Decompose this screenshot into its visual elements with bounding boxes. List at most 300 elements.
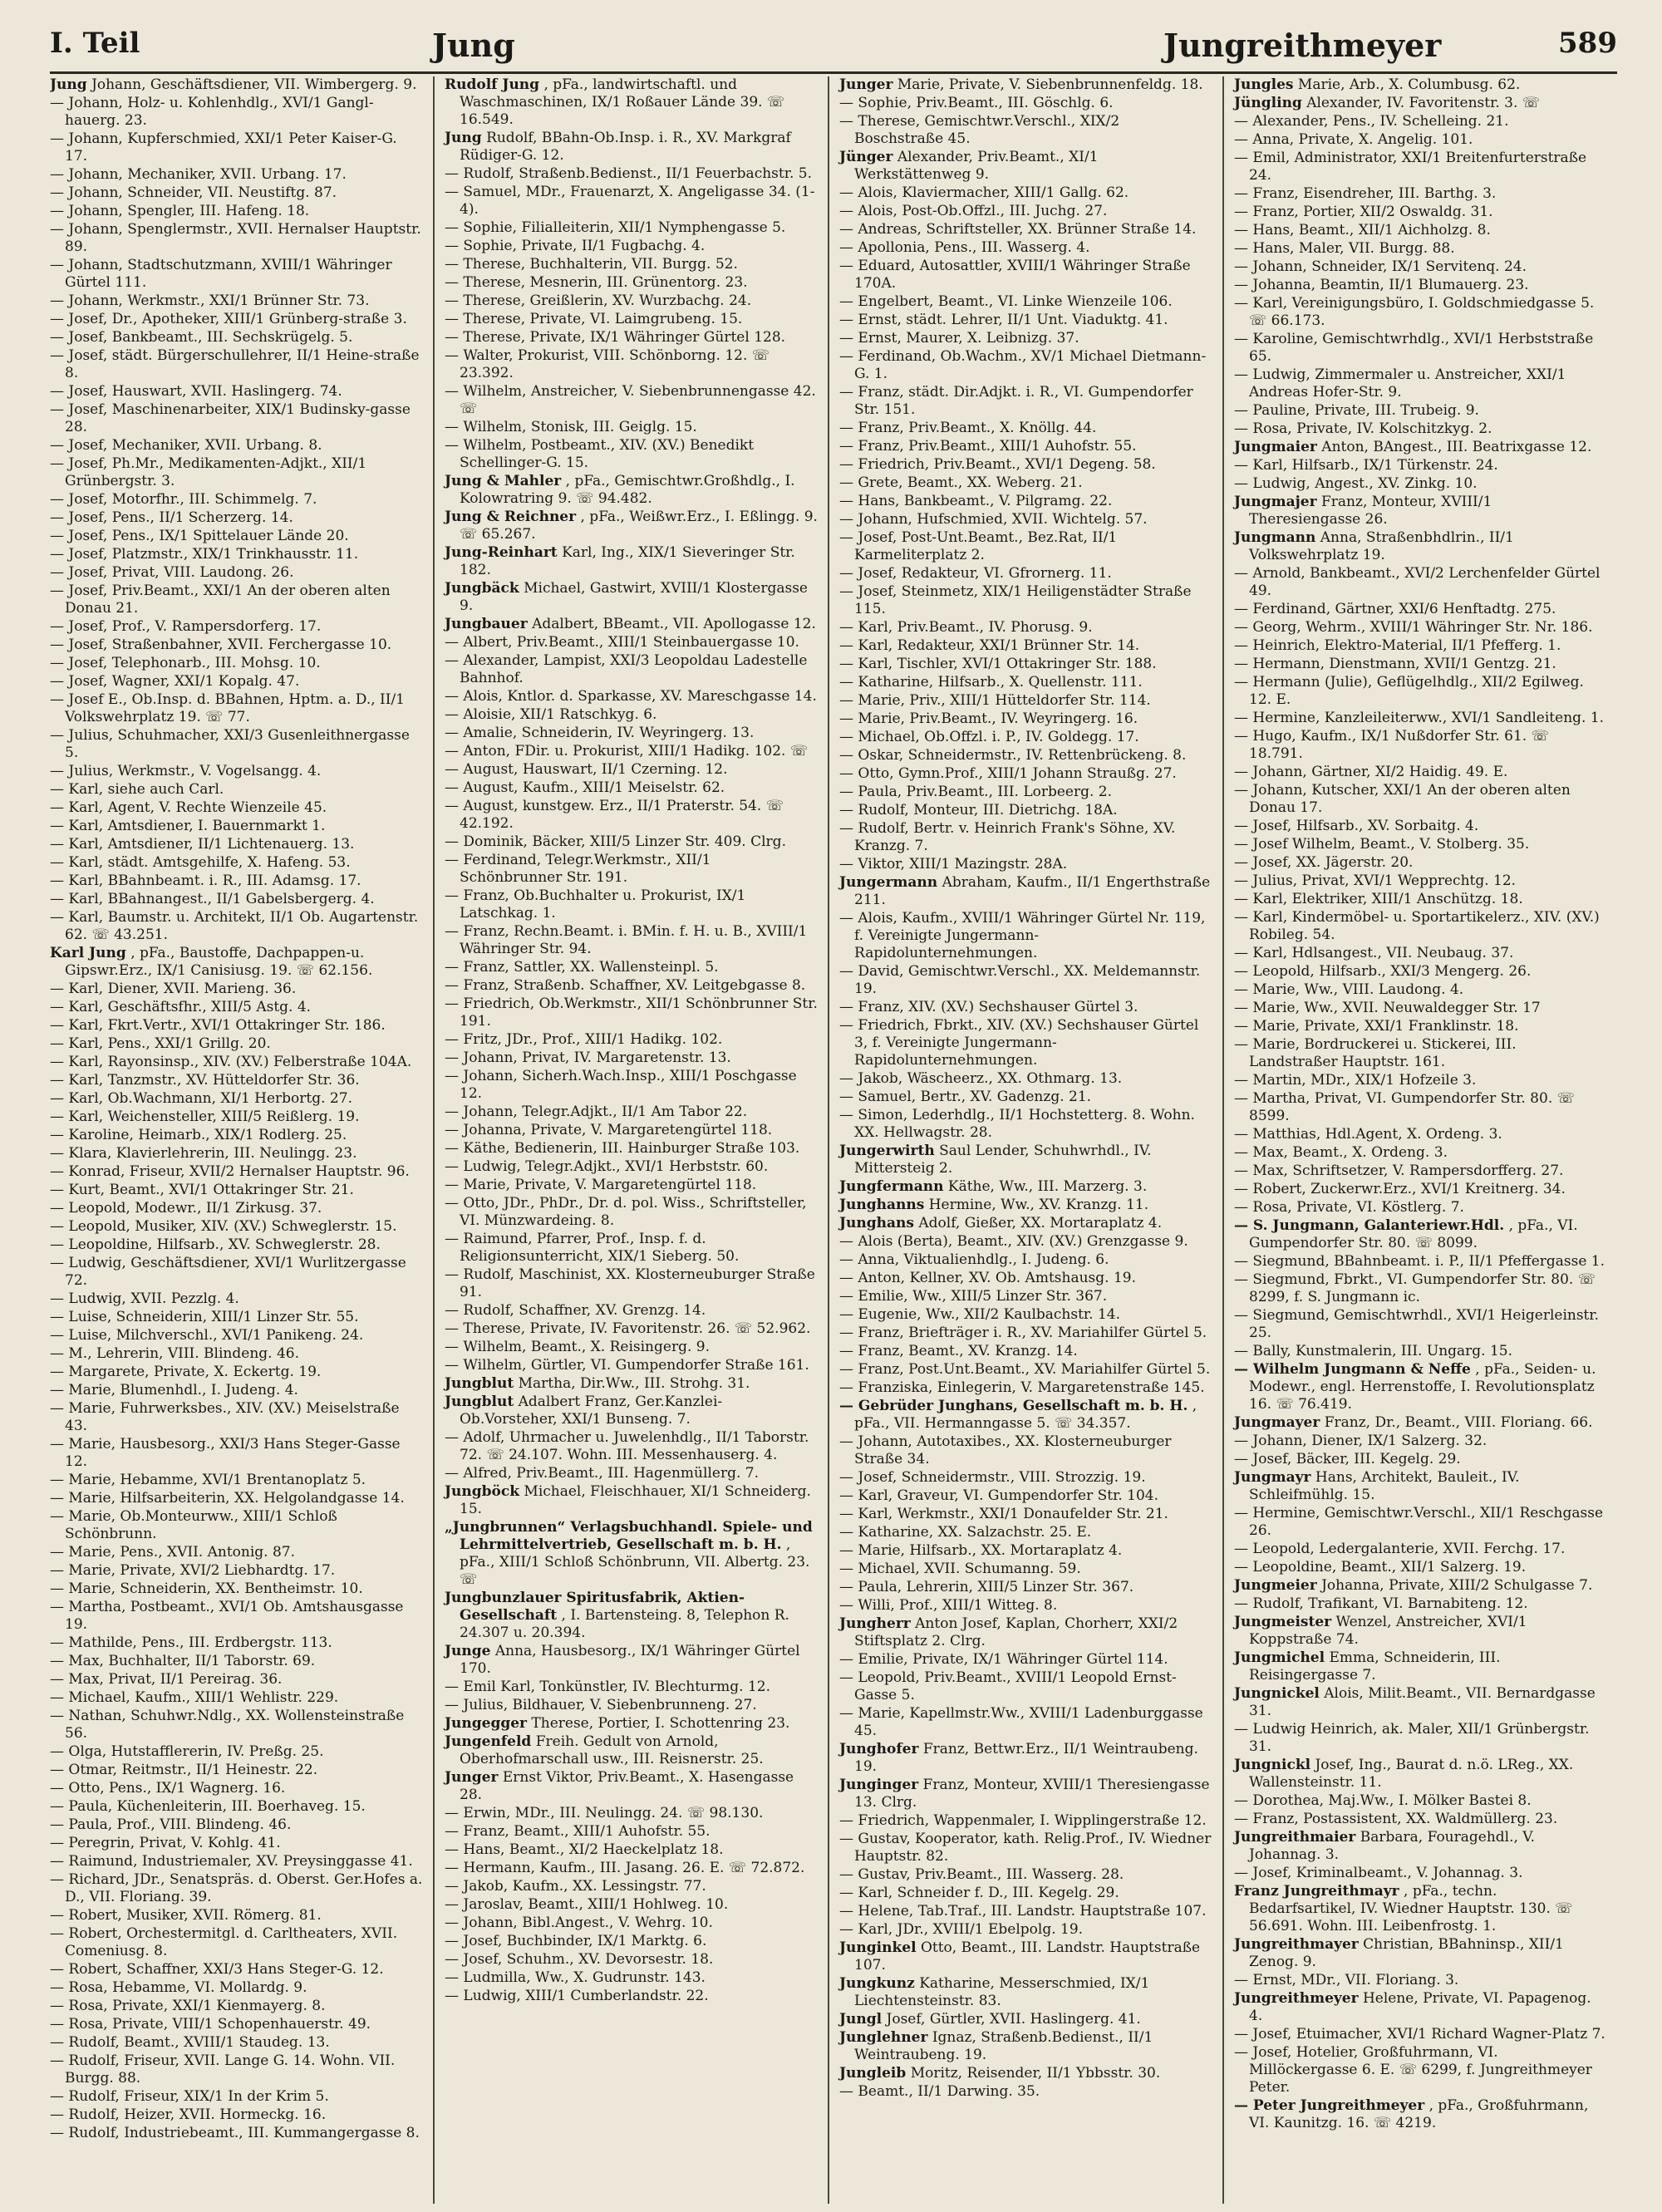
entry-text: — Leopold, Hilfsarb., XXI/3 Mengerg. 26. (1234, 963, 1532, 980)
directory-entry (839, 1812, 1212, 1830)
directory-entry (445, 1933, 818, 1950)
entry-text: — Wilhelm, Beamt., X. Reisingerg. 9. (445, 1339, 710, 1355)
directory-entry (445, 292, 818, 310)
entry-text: — Franziska, Einlegerin, V. Margaretenstraße 145. (839, 1379, 1205, 1396)
directory-entry (50, 311, 423, 328)
entry-text: — Karl, städt. Amtsgehilfe, X. Hafeng. 53. (50, 854, 351, 871)
entry-text: — Johann, Kupferschmied, XXI/1 Peter Kaiser-G. 17. (50, 130, 397, 165)
directory-entry (1234, 240, 1607, 258)
directory-entry (839, 765, 1212, 783)
entry-text: — Josef, Bäcker, III. Kegelg. 29. (1234, 1451, 1461, 1467)
entry-heading: Jung (50, 76, 87, 93)
entry-text: — Marie, Schneiderin, XX. Bentheimstr. 10. (50, 1580, 363, 1597)
entry-text: — Eugenie, Ww., XII/2 Kaulbachstr. 14. (839, 1306, 1121, 1323)
entry-text: — Konrad, Friseur, XVII/2 Hernalser Hauptstr. 96. (50, 1163, 410, 1180)
directory-entry (839, 1939, 1212, 1974)
entry-text: — Franz, Priv.Beamt., XIII/1 Auhofstr. 55. (839, 438, 1137, 455)
entry-text: Alexander, IV. Favoritenstr. 3. ☏ (1306, 95, 1541, 111)
entry-text: — Beamt., II/1 Darwing. 35. (839, 2083, 1040, 2100)
directory-entry (50, 1072, 423, 1089)
entry-text: — Josef, städt. Bürgerschullehrer, II/1 Heine-straße 8. (50, 347, 420, 381)
entry-heading: Jungreithmeyer (1234, 1990, 1359, 2007)
directory-entry (50, 1290, 423, 1308)
entry-text: — Josef, Bankbeamt., III. Sechskrügelg. 5. (50, 329, 353, 346)
entry-text: — Ludwig, Geschäftsdiener, XVI/1 Wurlitzergasse 72. (50, 1255, 406, 1289)
entry-text: — Robert, Musiker, XVII. Römerg. 81. (50, 1907, 322, 1924)
directory-entry (50, 945, 423, 980)
entry-heading: Jungegger (445, 1715, 528, 1732)
directory-entry (839, 1615, 1212, 1650)
entry-text: — Paula, Prof., VIII. Blindeng. 46. (50, 1816, 292, 1833)
directory-entry (50, 329, 423, 347)
entry-text: Johann, Geschäftsdiener, VII. Wimbergerg. 9. (91, 76, 417, 93)
directory-entry (839, 1469, 1212, 1487)
last-entry-guide: Jungreithmeyer (1163, 27, 1442, 64)
entry-text: — Josef, Motorfhr., III. Schimmelg. 7. (50, 491, 317, 508)
directory-entry (1234, 1307, 1607, 1342)
entry-heading: Jungmeier (1234, 1577, 1317, 1594)
entry-text: — Marie, Hilfsarb., XX. Mortaraplatz 4. (839, 1542, 1123, 1559)
entry-text: — Johann, Spenglermstr., XVII. Hernalser Hauptstr. 89. (50, 221, 421, 255)
entry-text: — Leopold, Musiker, XIV. (XV.) Schweglerstr. 15. (50, 1218, 397, 1235)
directory-entry (839, 1903, 1212, 1920)
entry-text: — Erwin, MDr., III. Neulingg. 24. ☏ 98.130. (445, 1805, 764, 1821)
entry-text: Alexander, Priv.Beamt., XI/1 Werkstättenweg 9. (854, 149, 1099, 183)
entry-text: — Rudolf, Industriebeamt., III. Kummangergasse 8. (50, 2125, 420, 2141)
directory-entry (839, 1233, 1212, 1251)
entry-text: — Sophie, Priv.Beamt., III. Göschlg. 6. (839, 95, 1114, 111)
entry-text: Franz, Monteur, XVIII/1 Theresiengasse 26. (1249, 494, 1492, 528)
entry-text: — Karl, siehe auch Carl. (50, 781, 224, 798)
entry-text: , pFa., landwirtschaftl. und Waschmaschinen, IX/1 Roßauer Lände 39. ☏ 16.549. (460, 76, 785, 128)
entry-text: , pFa., Baustoffe, Dachpappen-u. Gipswr.Erz., IX/1 Canisiusg. 19. ☏ 62.156. (65, 945, 373, 979)
entry-text: — Ludwig, XVII. Pezzlg. 4. (50, 1290, 239, 1307)
directory-entry (445, 1465, 818, 1482)
directory-entry (50, 1853, 423, 1870)
entry-text: — Eduard, Autosattler, XVIII/1 Währinger Straße 170A. (839, 258, 1191, 292)
directory-entry (50, 891, 423, 908)
entry-text: — Karl, Hdlsangest., VII. Neubaug. 37. (1234, 945, 1514, 961)
entry-text: — Josef, Wagner, XXI/1 Kopalg. 47. (50, 673, 300, 690)
entry-text: — Josef E., Ob.Insp. d. BBahnen, Hptm. a. D., II/1 Volkswehrplatz 19. ☏ 77. (50, 691, 406, 725)
entry-text: — Leopold, Ledergalanterie, XVII. Ferchg. 17. (1234, 1541, 1566, 1557)
directory-entry (1234, 909, 1607, 944)
directory-entry (445, 130, 818, 165)
entry-heading: Junger (839, 76, 893, 93)
entry-text: — Luise, Schneiderin, XIII/1 Linzer Str. 55. (50, 1309, 359, 1325)
entry-text: , pFa., XIII/1 Schloß Schönbrunn, VII. Albertg. 23. ☏ (460, 1536, 810, 1588)
directory-entry (1234, 1451, 1607, 1468)
entry-text: — Siegmund, Fbrkt., VI. Gumpendorfer Str. 80. ☏ 8299, f. S. Jungmann ic. (1234, 1271, 1596, 1305)
directory-entry (839, 1288, 1212, 1305)
entry-text: — Walter, Prokurist, VIII. Schönborng. 12. ☏ 23.392. (445, 347, 770, 381)
entry-text: — Karl, Graveur, VI. Gumpendorfer Str. 104. (839, 1487, 1158, 1504)
entry-text: — Emilie, Ww., XIII/5 Linzer Str. 367. (839, 1288, 1108, 1305)
entry-text: — Max, Buchhalter, II/1 Taborstr. 69. (50, 1653, 316, 1669)
directory-entry (50, 1907, 423, 1924)
directory-entry (445, 1375, 818, 1393)
directory-entry (839, 674, 1212, 691)
entry-text: — Otto, Pens., IX/1 Wagnerg. 16. (50, 1780, 286, 1797)
directory-entry (50, 1835, 423, 1852)
directory-entry (1234, 1505, 1607, 1540)
entry-text: — Engelbert, Beamt., VI. Linke Wienzeile 106. (839, 293, 1173, 310)
entry-text: — Adolf, Uhrmacher u. Juwelenhdlg., II/1 Taborstr. 72. ☏ 24.107. Wohn. III. Messenhauserg. 4. (445, 1429, 809, 1463)
entry-text: — Anna, Viktualienhdlg., I. Judeng. 6. (839, 1251, 1109, 1268)
entry-heading: Jungblut (445, 1394, 514, 1410)
directory-entry (839, 1561, 1212, 1578)
entry-text: — Julius, Werkmstr., V. Vogelsangg. 4. (50, 763, 322, 779)
entry-text: — Emil, Administrator, XXI/1 Breitenfurterstraße 24. (1234, 150, 1587, 184)
directory-entry (50, 1364, 423, 1381)
directory-entry (50, 347, 423, 382)
directory-entry (445, 959, 818, 976)
entry-text: — Marie, Ww., XVII. Neuwaldegger Str. 17 (1234, 1000, 1541, 1016)
entry-text: — Karl, Ob.Wachmann, XI/1 Herbortg. 27. (50, 1090, 352, 1107)
directory-entry (50, 1054, 423, 1071)
entry-text: Käthe, Ww., III. Marzerg. 3. (947, 1178, 1148, 1195)
entry-text: — Andreas, Schriftsteller, XX. Brünner Straße 14. (839, 221, 1197, 238)
entry-text: — Anna, Private, X. Angelig. 101. (1234, 131, 1473, 148)
entry-text: Therese, Portier, I. Schottenring 23. (531, 1715, 790, 1732)
entry-heading: Jungbauer (445, 616, 528, 632)
directory-entry (445, 1158, 818, 1176)
directory-entry (1234, 1649, 1607, 1684)
directory-entry (445, 238, 818, 255)
directory-entry (50, 981, 423, 998)
directory-entry (50, 221, 423, 256)
directory-entry (50, 2106, 423, 2124)
entry-text: — Marie, Ob.Monteurww., XIII/1 Schloß Schönbrunn. (50, 1508, 337, 1542)
directory-entry (445, 1679, 818, 1696)
directory-entry (50, 999, 423, 1016)
directory-entry (1234, 601, 1607, 618)
entry-text: — Gustav, Priv.Beamt., III. Wasserg. 28. (839, 1866, 1124, 1883)
entry-text: — Johann, Schneider, VII. Neustiftg. 87. (50, 184, 337, 201)
entry-text: — Hermann, Kaufm., III. Jasang. 26. E. ☏ 72.872. (445, 1860, 805, 1876)
entry-text: — Johann, Holz- u. Kohlenhdlg., XVI/1 Gangl-hauerg. 23. (50, 95, 374, 129)
directory-entry (50, 1689, 423, 1707)
entry-text: — Dominik, Bäcker, XIII/5 Linzer Str. 409. Clrg. (445, 833, 786, 850)
directory-entry (839, 1325, 1212, 1342)
directory-entry (445, 473, 818, 508)
directory-entry (445, 1519, 818, 1589)
entry-heading: Jung-Reinhart (445, 544, 558, 561)
entry-text: — Johanna, Private, V. Margaretengürtel 118. (445, 1122, 773, 1138)
directory-entry (1234, 1072, 1607, 1089)
entry-text: — Alois, Kaufm., XVIII/1 Währinger Gürtel Nr. 119, f. Vereinigte Jungermann-Rapidolunternehmungen. (839, 910, 1206, 961)
directory-entry (50, 1382, 423, 1399)
entry-text: , pFa., VII. Hermanngasse 5. ☏ 34.357. (854, 1398, 1197, 1432)
entry-text: — Johann, Mechaniker, XVII. Urbang. 17. (50, 166, 347, 183)
entry-text: — Jakob, Kaufm., XX. Lessingstr. 77. (445, 1878, 706, 1895)
directory-entry (839, 856, 1212, 873)
entry-text: — Raimund, Pfarrer, Prof., Insp. f. d. Religionsunterricht, XIX/1 Sieberg. 50. (445, 1231, 740, 1265)
entry-text: Anton Josef, Kaplan, Chorherr, XXI/2 Stiftsplatz 2. Clrg. (854, 1615, 1178, 1649)
directory-entry (50, 1998, 423, 2015)
entry-text: — Marie, Bordruckerei u. Stickerei, III. Landstraßer Hauptstr. 161. (1234, 1036, 1517, 1070)
entry-text: — Alois (Berta), Beamt., XIV. (XV.) Grenzgasse 9. (839, 1233, 1188, 1250)
entry-text: Johanna, Private, XIII/2 Schulgasse 7. (1321, 1577, 1593, 1594)
entry-text: — Marie, Priv.Beamt., IV. Weyringerg. 16. (839, 710, 1138, 727)
entry-text: — Jaroslav, Beamt., XIII/1 Hohlweg. 10. (445, 1896, 729, 1913)
entry-text: — Wilhelm, Stonisk, III. Geiglg. 15. (445, 419, 697, 435)
entry-text: — Grete, Beamt., XX. Weberg. 21. (839, 474, 1083, 491)
directory-entry (50, 1017, 423, 1035)
entry-heading: Jung (445, 130, 482, 146)
entry-text: — Ludmilla, Ww., X. Gudrunstr. 143. (445, 1969, 706, 1986)
entry-text: — Josef, Pens., IX/1 Spittelauer Lände 20. (50, 528, 349, 544)
entry-text: — Therese, Private, IV. Favoritenstr. 26. ☏ 52.962. (445, 1320, 811, 1337)
directory-entry (839, 1597, 1212, 1615)
directory-entry (839, 729, 1212, 746)
entry-text: — Arnold, Bankbeamt., XVI/2 Lerchenfelder Gürtel 49. (1234, 565, 1601, 599)
directory-entry (445, 274, 818, 292)
entry-text: — Franz, städt. Dir.Adjkt. i. R., VI. Gumpendorfer Str. 151. (839, 384, 1193, 418)
entry-text: — Emil Karl, Tonkünstler, IV. Blechturmg. 12. (445, 1679, 770, 1695)
directory-entry (1234, 1036, 1607, 1071)
directory-entry (50, 1400, 423, 1435)
entry-text: — Robert, Zuckerwr.Erz., XVI/1 Kreitnerg. 34. (1234, 1181, 1566, 1197)
entry-text: — Viktor, XIII/1 Mazingstr. 28A. (839, 856, 1068, 873)
directory-entry (50, 582, 423, 617)
entry-text: Anna, Straßenbhdlrin., II/1 Volkswehrplatz 19. (1249, 529, 1514, 563)
directory-entry (50, 1127, 423, 1144)
directory-entry (839, 1542, 1212, 1560)
entry-text: — Michael, XVII. Schumanng. 59. (839, 1561, 1081, 1577)
entry-text: — Pauline, Private, III. Trubeig. 9. (1234, 402, 1479, 419)
entry-text: — Josef, Mechaniker, XVII. Urbang. 8. (50, 437, 322, 454)
entry-text: — Franz, Straßenb. Schaffner, XV. Leitgebgasse 8. (445, 977, 806, 994)
entry-text: Adolf, Gießer, XX. Mortaraplatz 4. (918, 1215, 1163, 1231)
directory-entry (839, 420, 1212, 437)
directory-entry (50, 1345, 423, 1363)
directory-entry (50, 1472, 423, 1489)
entry-heading: Jungmayer (1234, 1414, 1320, 1431)
entry-text: — Josef, Post-Unt.Beamt., Bez.Rat, II/1 Karmeliterplatz 2. (839, 529, 1118, 563)
entry-text: — Friedrich, Ob.Werkmstr., XII/1 Schönbrunner Str. 191. (445, 995, 818, 1030)
directory-entry (445, 688, 818, 705)
entry-text: — Hermann, Dienstmann, XVII/1 Gentzg. 21. (1234, 656, 1556, 672)
entry-text: — Apollonia, Pens., III. Wasserg. 4. (839, 239, 1090, 256)
entry-text: — Wilhelm, Postbeamt., XIV. (XV.) Benedikt Schellinger-G. 15. (445, 437, 755, 471)
entry-text: , pFa., Seiden- u. Modewr., engl. Herrenstoffe, I. Revolutionsplatz 16. ☏ 76.419. (1249, 1361, 1596, 1413)
directory-entry (50, 1743, 423, 1761)
directory-entry (50, 1562, 423, 1580)
entry-text: — Julius, Schuhmacher, XXI/3 Gusenleithnergasse 5. (50, 727, 410, 761)
directory-entry (50, 1035, 423, 1053)
entry-text: — Ludwig, Angest., XV. Zinkg. 10. (1234, 475, 1478, 492)
entry-text: — Wilhelm, Anstreicher, V. Siebenbrunnengasse 42. ☏ (445, 383, 816, 417)
directory-entry (50, 909, 423, 944)
directory-entry (1234, 1614, 1607, 1649)
directory-entry (839, 1306, 1212, 1324)
directory-entry (445, 347, 818, 382)
directory-entry (445, 779, 818, 797)
entry-text: Franz, Monteur, XVIII/1 Theresiengasse 13. Clrg. (854, 1777, 1210, 1811)
directory-entry (1234, 1559, 1607, 1576)
directory-entry (50, 1309, 423, 1326)
entry-heading: Jungmichel (1234, 1649, 1325, 1666)
entry-text: Michael, Gastwirt, XVIII/1 Klostergasse 9. (460, 580, 808, 614)
directory-entry (50, 1145, 423, 1163)
directory-entry (445, 1195, 818, 1230)
entry-text: — Alexander, Lampist, XXI/3 Leopoldau Ladestelle Bahnhof. (445, 652, 808, 686)
entry-text: — August, kunstgew. Erz., II/1 Praterstr. 54. ☏ 42.192. (445, 798, 784, 832)
directory-entry (50, 1871, 423, 1906)
entry-text: Moritz, Reisender, II/1 Ybbsstr. 30. (910, 2065, 1161, 2082)
entry-text: — Ernst, Maurer, X. Leibnizg. 37. (839, 330, 1079, 347)
directory-entry (50, 564, 423, 582)
entry-text: — Otmar, Reitmstr., II/1 Heinestr. 22. (50, 1762, 318, 1778)
entry-text: — Friedrich, Fbrkt., XIV. (XV.) Sechshauser Gürtel 3, f. Vereinigte Jungermann-Rapidolunternehmungen. (839, 1017, 1199, 1069)
directory-entry (1234, 185, 1607, 203)
entry-text: — Johann, Telegr.Adjkt., II/1 Am Tabor 22. (445, 1104, 748, 1120)
directory-entry (50, 799, 423, 817)
entry-text: — Johanna, Beamtin, II/1 Blumauerg. 23. (1234, 277, 1529, 293)
directory-entry (839, 1361, 1212, 1379)
directory-entry (839, 1831, 1212, 1865)
directory-entry (50, 2125, 423, 2142)
directory-entry (839, 1089, 1212, 1106)
directory-entry (445, 833, 818, 851)
directory-entry (839, 1705, 1212, 1740)
entry-heading: Jungnickl (1234, 1757, 1311, 1773)
directory-entry (1234, 1721, 1607, 1756)
entry-text: — Michael, Ob.Offzl. i. P., IV. Goldegg. 17. (839, 729, 1139, 745)
entry-heading: Jung & Reichner (445, 509, 577, 525)
entry-text: — Käthe, Bedienerin, III. Hainburger Straße 103. (445, 1140, 800, 1157)
directory-entry (445, 509, 818, 543)
directory-entry (1234, 258, 1607, 276)
directory-entry (839, 1251, 1212, 1269)
entry-text: — Friedrich, Priv.Beamt., XVI/1 Degeng. 58. (839, 456, 1156, 473)
entry-text: Franz, Bettwr.Erz., II/1 Weintraubeng. 19. (854, 1741, 1198, 1775)
directory-entry (50, 2088, 423, 2106)
entry-text: — Siegmund, Gemischtwrhdl., XVI/1 Heigerleinstr. 25. (1234, 1307, 1600, 1341)
entry-text: — Karl, Baumstr. u. Architekt, II/1 Ob. Augartenstr. 62. ☏ 43.251. (50, 909, 419, 943)
directory-entry (1234, 150, 1607, 184)
directory-entry (839, 203, 1212, 220)
entry-text: — Karl, BBahnbeamt. i. R., III. Adamsg. 17. (50, 873, 361, 889)
entry-text: — Heinrich, Elektro-Material, II/1 Pfefferg. 1. (1234, 637, 1561, 654)
column-1 (50, 76, 433, 2204)
directory-entry (839, 312, 1212, 329)
entry-text: Karl, Ing., XIX/1 Sieveringer Str. 182. (460, 544, 795, 578)
entry-text: — Therese, Private, VI. Laimgrubeng. 15. (445, 311, 743, 327)
entry-text: , I. Bartensteing. 8, Telephon R. 24.307 u. 20.394. (460, 1607, 789, 1641)
entry-text: Adalbert Franz, Ger.Kanzlei-Ob.Vorsteher, XXI/1 Bunseng. 7. (460, 1394, 723, 1428)
directory-entry (445, 1590, 818, 1642)
directory-entry (839, 184, 1212, 202)
entry-text: — Josef Wilhelm, Beamt., V. Stolberg. 35. (1234, 836, 1530, 853)
directory-entry (445, 1896, 818, 1914)
directory-entry (50, 166, 423, 184)
entry-heading: Junginger (839, 1777, 919, 1793)
entry-text: — Leopoldine, Beamt., XII/1 Salzerg. 19. (1234, 1559, 1527, 1575)
directory-entry (839, 113, 1212, 148)
entry-heading: Jungfermann (839, 1178, 944, 1195)
directory-entry (839, 529, 1212, 564)
directory-entry (1234, 2044, 1607, 2096)
page-header (50, 23, 1617, 74)
directory-entry (445, 1339, 818, 1356)
directory-entry (50, 763, 423, 780)
directory-entry (839, 820, 1212, 855)
directory-entry (839, 637, 1212, 655)
entry-text: — Paula, Priv.Beamt., III. Lorbeerg. 2. (839, 784, 1113, 800)
directory-entry (839, 221, 1212, 238)
entry-text: — Karl, Weichensteller, XIII/5 Reißlerg. 19. (50, 1108, 360, 1125)
entry-text: — Sophie, Filialleiterin, XII/1 Nymphengasse 5. (445, 219, 786, 236)
entry-text: — Ernst, MDr., VII. Floriang. 3. (1234, 1972, 1459, 1988)
entry-text: — Anton, Kellner, XV. Ob. Amtshausg. 19. (839, 1270, 1136, 1286)
entry-text: — Ludwig Heinrich, ak. Maler, XII/1 Grünbergstr. 31. (1234, 1721, 1590, 1755)
entry-text: — Richard, JDr., Senatspräs. d. Oberst. Ger.Hofes a. D., VII. Floriang. 39. (50, 1871, 423, 1905)
directory-entry (445, 706, 818, 724)
directory-entry (839, 2065, 1212, 2082)
entry-text: — Julius, Privat, XVI/1 Wepprechtg. 12. (1234, 873, 1517, 889)
directory-entry (445, 256, 818, 273)
directory-entry (839, 456, 1212, 474)
directory-entry (1234, 76, 1607, 94)
entry-heading: Rudolf Jung (445, 76, 540, 93)
entry-text: — Karl, Diener, XVII. Marieng. 36. (50, 981, 297, 997)
entry-text: — Rudolf, Monteur, III. Dietrichg. 18A. (839, 802, 1118, 818)
directory-entry (1234, 891, 1607, 908)
directory-entry (50, 2052, 423, 2087)
directory-entry (50, 1925, 423, 1960)
directory-entry (445, 1805, 818, 1822)
directory-entry (1234, 1217, 1607, 1252)
directory-entry (1234, 366, 1607, 401)
directory-entry (1234, 1126, 1607, 1143)
entry-heading: — Gebrüder Junghans, Gesellschaft m. b. H. (839, 1398, 1188, 1414)
directory-entry (50, 873, 423, 890)
entry-text: — Hans, Beamt., XI/2 Haeckelplatz 18. (445, 1841, 724, 1858)
directory-entry (839, 1343, 1212, 1360)
directory-entry (839, 784, 1212, 801)
entry-text: — Alois, Post-Ob.Offzl., III. Juchg. 27. (839, 203, 1108, 219)
entry-heading: Junghofer (839, 1741, 919, 1757)
entry-heading: Jungenfeld (445, 1733, 532, 1750)
entry-heading: Jungnickel (1234, 1685, 1320, 1702)
entry-text: — Josef, Schuhm., XV. Devorsestr. 18. (445, 1951, 714, 1968)
entry-text: — Samuel, Bertr., XV. Gadenzg. 21. (839, 1089, 1092, 1105)
entry-text: — Josef, Redakteur, VI. Gfrornerg. 11. (839, 565, 1112, 582)
entry-text: — Josef, Straßenbahner, XVII. Ferchergasse 10. (50, 637, 392, 653)
directory-entry (50, 818, 423, 835)
directory-entry (50, 691, 423, 726)
directory-entry (839, 1579, 1212, 1596)
entry-text: — Raimund, Industriemaler, XV. Preysinggasse 41. (50, 1853, 413, 1870)
directory-entry (445, 419, 818, 436)
entry-text: — Rudolf, Schaffner, XV. Grenzg. 14. (445, 1302, 706, 1319)
entry-text: — Therese, Buchhalterin, VII. Burgg. 52. (445, 256, 738, 273)
directory-entry (1234, 945, 1607, 962)
directory-entry (1234, 818, 1607, 835)
directory-entry (50, 1780, 423, 1797)
directory-entry (1234, 1144, 1607, 1162)
directory-entry (445, 1357, 818, 1374)
entry-text: — Marie, Private, XXI/1 Franklinstr. 18. (1234, 1018, 1519, 1035)
directory-entry (445, 184, 818, 219)
directory-entry (445, 923, 818, 958)
entry-text: — Josef, Maschinenarbeiter, XIX/1 Budinsky-gasse 28. (50, 401, 411, 435)
entry-text: — Oskar, Schneidermstr., IV. Rettenbrückeng. 8. (839, 747, 1187, 764)
entry-heading: Jungl (839, 2011, 883, 2028)
directory-entry (50, 1490, 423, 1507)
